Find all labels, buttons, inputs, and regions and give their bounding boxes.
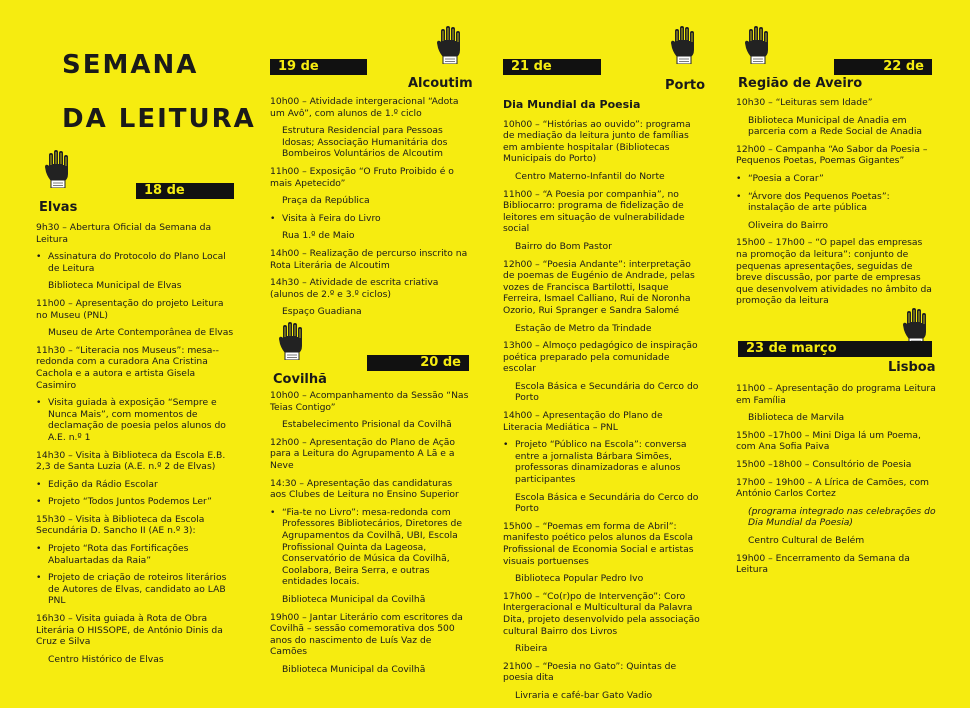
venue-label: Bairro do Bom Pastor [515, 240, 612, 252]
schedule-entry: 11h00 – Apresentação do projeto Leitura no Museu (PNL) [36, 297, 224, 321]
title-line-2: DA LEITURA [62, 104, 256, 134]
venue-label: Centro Materno-Infantil do Norte [515, 170, 665, 182]
schedule-entry: 10h00 – Acompanhamento da Sessão “Nas Teias Contigo” [270, 390, 469, 413]
bullet-item: • Edição da Rádio Escolar [36, 479, 236, 491]
venue-label: Centro Histórico de Elvas [48, 653, 164, 665]
raised-hand-icon [44, 150, 72, 188]
venue-label: Estação de Metro da Trindade [515, 322, 652, 334]
date-bar: 21 de março [503, 59, 601, 75]
schedule-list [36, 222, 236, 671]
schedule-entry: 14h30 – Atividade de escrita criativa (alunos de 2.º e 3.º ciclos) [270, 277, 439, 300]
venue-label: Rua 1.º de Maio [282, 230, 355, 242]
venue-label: Biblioteca Municipal de Elvas [48, 280, 182, 292]
schedule-entry: 19h00 – Encerramento da Semana da Leitura [736, 552, 910, 576]
schedule-entry: 14:30 – Apresentação das candidaturas aos Clubes de Leitura no Ensino Superior [270, 477, 459, 501]
place-name: Lisboa [888, 360, 936, 375]
date-bar: 20 de março [367, 355, 469, 371]
schedule-entry: 14h00 – Apresentação do Plano de Literacia Mediática – PNL [503, 410, 663, 433]
raised-hand-icon [744, 26, 772, 64]
schedule-entry: 17h00 – “Co(r)po de Intervenção”: Coro Intergeracional e Multicultural da Palavra Dita, projeto desenvolvido pela associação cultural Bairro dos Livros [503, 590, 700, 637]
bullet-item: • Projeto “Todos Juntos Podemos Ler” [36, 496, 236, 508]
schedule-entry: 14h00 – Realização de percurso inscrito na Rota Literária de Alcoutim [270, 247, 468, 271]
venue-label: Museu de Arte Contemporânea de Elvas [48, 327, 234, 339]
schedule-entry: 10h00 – Atividade intergeracional “Adota um Avô”, com alunos de 1.º ciclo [270, 96, 459, 119]
schedule-entry: 15h00 – “Poemas em forma de Abril”: manifesto poético pelos alunos da Escola Profissional de Economia Social e artistas visuais portuenses [503, 520, 694, 567]
note-text: (programa integrado nas celebrações do Dia Mundial da Poesia) [748, 505, 936, 529]
venue-label: Estrutura Residencial para Pessoas Idosas; Associação Humanitária dos Bombeiros Voluntários de Alcoutim [282, 125, 448, 160]
venue-label: Biblioteca de Marvila [748, 412, 845, 424]
bullet-item: • Projeto de criação de roteiros literários de Autores de Elvas, candidato ao LAB PNL [36, 572, 236, 607]
venue-label: Oliveira do Bairro [748, 219, 828, 231]
schedule-entry: 12h00 – Apresentação do Plano de Ação para a Leitura do Agrupamento A Lã e a Neve [270, 436, 455, 471]
schedule-entry: 19h00 – Jantar Literário com escritores da Covilhã – sessão comemorativa dos 500 anos do nascimento de Luís Vaz de Camões [270, 611, 463, 658]
title-line-1: SEMANA [62, 50, 199, 80]
schedule-entry: 14h30 – Visita à Biblioteca da Escola E.B. 2,3 de Santa Luzia (A.E. n.º 2 de Elvas) [36, 449, 226, 473]
place-name: Covilhã [273, 372, 327, 387]
bullet-item: • Assinatura do Protocolo do Plano Local de Leitura [36, 251, 236, 274]
schedule-entry: 11h00 – Apresentação do programa Leitura em Família [736, 383, 936, 406]
schedule-list [270, 390, 470, 681]
bullet-item: • Projeto “Público na Escola”: conversa entre a jornalista Bárbara Simões, professoras dinamizadoras e alunos participantes [503, 439, 703, 485]
schedule-entry: 16h30 – Visita guiada à Rota de Obra Literária O HISSOPE, de António Dinis da Cruz e Silva [36, 613, 223, 648]
bullet-item: • Projeto “Rota das Fortificações Abaluartadas da Raia” [36, 543, 236, 566]
schedule-list [270, 96, 470, 324]
schedule-entry: 12h00 – Campanha “Ao Sabor da Poesia – Pequenos Poetas, Poemas Gigantes” [736, 143, 928, 167]
place-name: Região de Aveiro [738, 76, 863, 91]
bullet-item: • Visita guiada à exposição “Sempre e Nunca Mais”, com momentos de declamação de poesia pelos alunos do A.E. n.º 1 [36, 397, 236, 443]
schedule-entry: 15h30 – Visita à Biblioteca da Escola Secundária D. Sancho II (AE n.º 3): [36, 513, 205, 537]
venue-label: Centro Cultural de Belém [748, 534, 865, 546]
raised-hand-icon [670, 26, 698, 64]
venue-label: Ribeira [515, 643, 548, 655]
schedule-entry: 11h00 – Exposição “O Fruto Proibido é o mais Apetecido” [270, 165, 454, 189]
bullet-item: • Visita à Feira do Livro [270, 213, 470, 225]
schedule-entry: 17h00 – 19h00 – A Lírica de Camões, com António Carlos Cortez [736, 476, 930, 500]
date-bar: 18 de março [136, 183, 234, 199]
schedule-entry: 13h00 – Almoço pedagógico de inspiração poética preparado pela comunidade escolar [503, 340, 698, 375]
place-name: Porto [665, 78, 706, 93]
schedule-entry: 21h00 – “Poesia no Gato”: Quintas de poesia dita [503, 660, 677, 684]
date-bar: 23 de março [738, 341, 932, 357]
schedule-entry: 10h00 – “Histórias ao ouvido”: programa de mediação da leitura junto de famílias em ambiente hospitalar (Bibliotecas Municipais do Porto) [503, 118, 691, 165]
raised-hand-icon [436, 26, 464, 64]
date-bar: 22 de março [834, 59, 932, 75]
venue-label: Estabelecimento Prisional da Covilhã [282, 419, 452, 431]
subtitle: Dia Mundial da Poesia [503, 98, 641, 111]
venue-label: Escola Básica e Secundária do Cerco do Porto [515, 380, 699, 404]
schedule-entry: 15h00 – 17h00 – “O papel das empresas na promoção da leitura”: conjunto de pequenas apresentações, seguidas de breve discussão, por parte de empresas que desenvolvem atividades no âmbito da promoção da leitura [736, 237, 932, 307]
schedule-list [736, 97, 936, 313]
venue-label: Praça da República [282, 195, 370, 207]
venue-label: Biblioteca Municipal de Anadia em parceria com a Rede Social de Anadia [748, 114, 923, 138]
schedule-entry: 12h00 – “Poesia Andante”: interpretação de poemas de Eugénio de Andrade, pelas vozes de Francisca Bartilotti, Isaque Ferreira, Ismael Calliano, Rui de Noronha Ozorio, Rui Spranger e Sandra Salomé [503, 258, 695, 316]
bullet-item: • “Poesia a Corar” [736, 173, 936, 185]
page-title [62, 38, 256, 146]
schedule-entry: 15h00 –18h00 – Consultório de Poesia [736, 458, 912, 470]
schedule-entry: 15h00 –17h00 – Mini Diga lá um Poema, com Ana Sofia Paiva [736, 429, 921, 453]
bullet-item: • “Árvore dos Pequenos Poetas”: instalação de arte pública [736, 191, 936, 214]
schedule-entry: 9h30 – Abertura Oficial da Semana da Leitura [36, 222, 212, 245]
raised-hand-icon [278, 322, 306, 360]
schedule-entry: 11h30 – “Literacia nos Museus”: mesa--redonda com a curadora Ana Cristina Cachola e a autora e artista Gisela Casimiro [36, 344, 219, 391]
bullet-item: • “Fia-te no Livro”: mesa-redonda com Professores Bibliotecários, Diretores de Agrupamentos da Covilhã, UBI, Escola Profissional Quinta da Lageosa, Conservatório de Música da Covilhã, Coolabora, Beira Serra, e outras entidades locais. [270, 507, 470, 588]
venue-label: Espaço Guadiana [282, 306, 362, 318]
venue-label: Livraria e café-bar Gato Vadio [515, 689, 653, 701]
schedule-list [736, 383, 936, 582]
schedule-entry: 10h30 – “Leituras sem Idade” [736, 97, 873, 108]
venue-label: Biblioteca Municipal da Covilhã [282, 593, 426, 605]
place-name: Alcoutim [408, 76, 473, 91]
venue-label: Escola Básica e Secundária do Cerco do Porto [515, 491, 699, 515]
schedule-entry: 11h00 – “A Poesia por companhia”, no Bibliocarro: programa de fidelização de leitores em situação de vulnerabilidade social [503, 188, 685, 235]
date-bar: 19 de março [270, 59, 367, 75]
place-name: Elvas [39, 200, 78, 215]
venue-label: Biblioteca Municipal da Covilhã [282, 663, 426, 675]
schedule-list [503, 99, 703, 708]
venue-label: Biblioteca Popular Pedro Ivo [515, 573, 644, 585]
